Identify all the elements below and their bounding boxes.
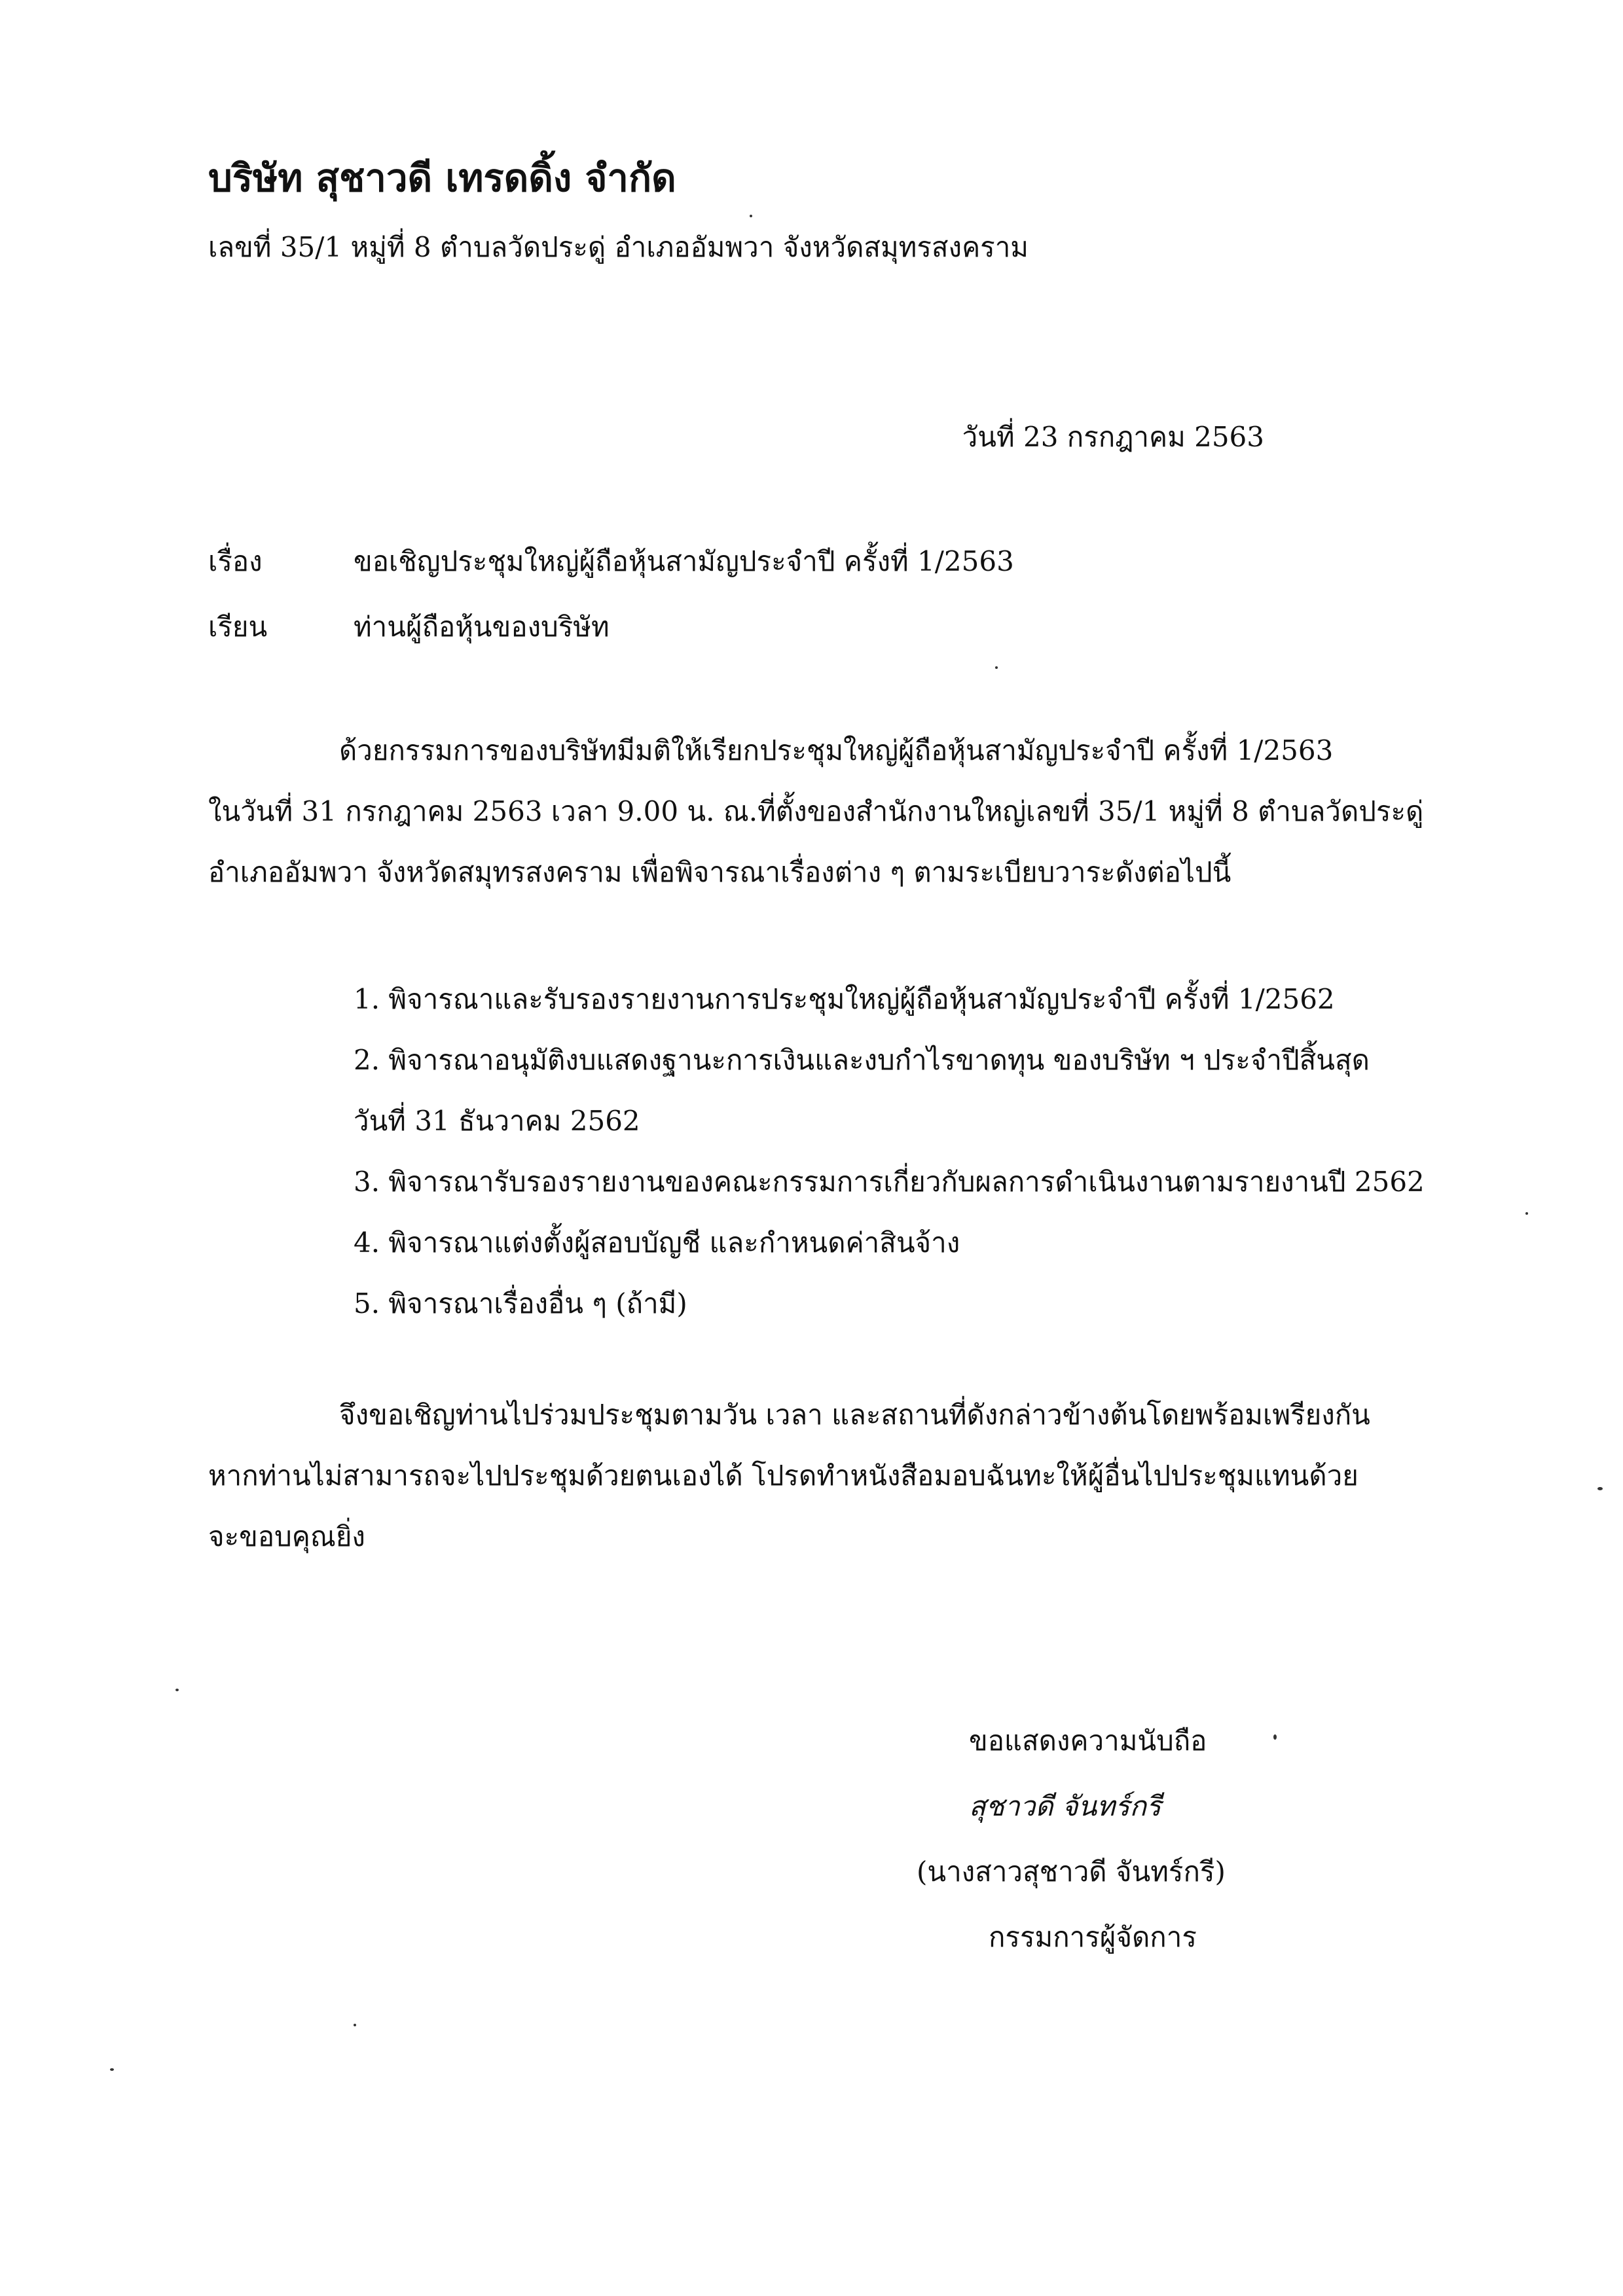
paragraph-line: อำเภออัมพวา จังหวัดสมุทรสงคราม เพื่อพิจารณาเรื่องต่าง ๆ ตามระเบียบวาระดังต่อไปนี้ — [208, 856, 1231, 888]
scan-speck — [175, 1689, 179, 1691]
agenda-item: 2. พิจารณาอนุมัติงบแสดงฐานะการเงินและงบกำไรขาดทุน ของบริษัท ฯ ประจำปีสิ้นสุด — [354, 1044, 1370, 1076]
letter-date: วันที่ 23 กรกฎาคม 2563 — [962, 421, 1264, 453]
signer-full-name: (นางสาวสุชาวดี จันทร์กรี) — [917, 1856, 1226, 1888]
body-paragraph-intro — [208, 720, 1424, 903]
paragraph-line: หากท่านไม่สามารถจะไปประชุมด้วยตนเองได้ โปรดทำหนังสือมอบฉันทะให้ผู้อื่นไปประชุมแทนด้วย — [208, 1460, 1359, 1492]
scan-speck — [1273, 1734, 1277, 1740]
signature-block — [917, 1708, 1309, 1970]
agenda-item: 4. พิจารณาแต่งตั้งผู้สอบบัญชี และกำหนดค่าสินจ้าง — [354, 1227, 960, 1259]
agenda-list — [354, 969, 1425, 1334]
agenda-item: 5. พิจารณาเรื่องอื่น ๆ (ถ้ามี) — [354, 1287, 687, 1319]
recipient-row — [208, 605, 610, 649]
subject-label: เรื่อง — [208, 545, 263, 577]
scan-speck — [750, 215, 752, 217]
paragraph-line: ด้วยกรรมการของบริษัทมีมติให้เรียกประชุมใหญ่ผู้ถือหุ้นสามัญประจำปี ครั้งที่ 1/2563 — [339, 734, 1334, 766]
signature: สุชาวดี จันทร์กรี — [969, 1790, 1161, 1822]
paragraph-line: ในวันที่ 31 กรกฎาคม 2563 เวลา 9.00 น. ณ.ที่ตั้งของสำนักงานใหญ่เลขที่ 35/1 หมู่ที่ 8 ตำบลวัดประดู่ — [208, 795, 1424, 827]
company-address: เลขที่ 35/1 หมู่ที่ 8 ตำบลวัดประดู่ อำเภออัมพวา จังหวัดสมุทรสงคราม — [208, 231, 1029, 263]
scan-speck — [354, 2024, 356, 2026]
scan-speck — [1525, 1212, 1528, 1215]
closing-salutation: ขอแสดงความนับถือ — [969, 1725, 1207, 1757]
agenda-item: 1. พิจารณาและรับรองรายงานการประชุมใหญ่ผู้ถือหุ้นสามัญประจำปี ครั้งที่ 1/2562 — [354, 983, 1335, 1015]
signer-title: กรรมการผู้จัดการ — [989, 1921, 1197, 1953]
paragraph-line: จะขอบคุณยิ่ง — [208, 1520, 365, 1552]
agenda-item: 3. พิจารณารับรองรายงานของคณะกรรมการเกี่ยวกับผลการดำเนินงานตามรายงานปี 2562 — [354, 1166, 1425, 1198]
agenda-item-continuation: วันที่ 31 ธันวาคม 2562 — [354, 1105, 640, 1137]
recipient-text: ท่านผู้ถือหุ้นของบริษัท — [354, 611, 610, 643]
subject-row — [208, 540, 1014, 583]
scan-speck — [110, 2068, 114, 2071]
scan-speck — [995, 666, 998, 669]
recipient-label: เรียน — [208, 611, 268, 643]
paragraph-line: จึงขอเชิญท่านไปร่วมประชุมตามวัน เวลา และสถานที่ดังกล่าวข้างต้นโดยพร้อมเพรียงกัน — [339, 1399, 1370, 1431]
company-name: บริษัท สุชาวดี เทรดดิ้ง จำกัด — [208, 156, 676, 200]
scan-speck — [1597, 1487, 1603, 1490]
body-paragraph-closing — [208, 1384, 1387, 1567]
subject-text: ขอเชิญประชุมใหญ่ผู้ถือหุ้นสามัญประจำปี ครั้งที่ 1/2563 — [354, 545, 1014, 577]
